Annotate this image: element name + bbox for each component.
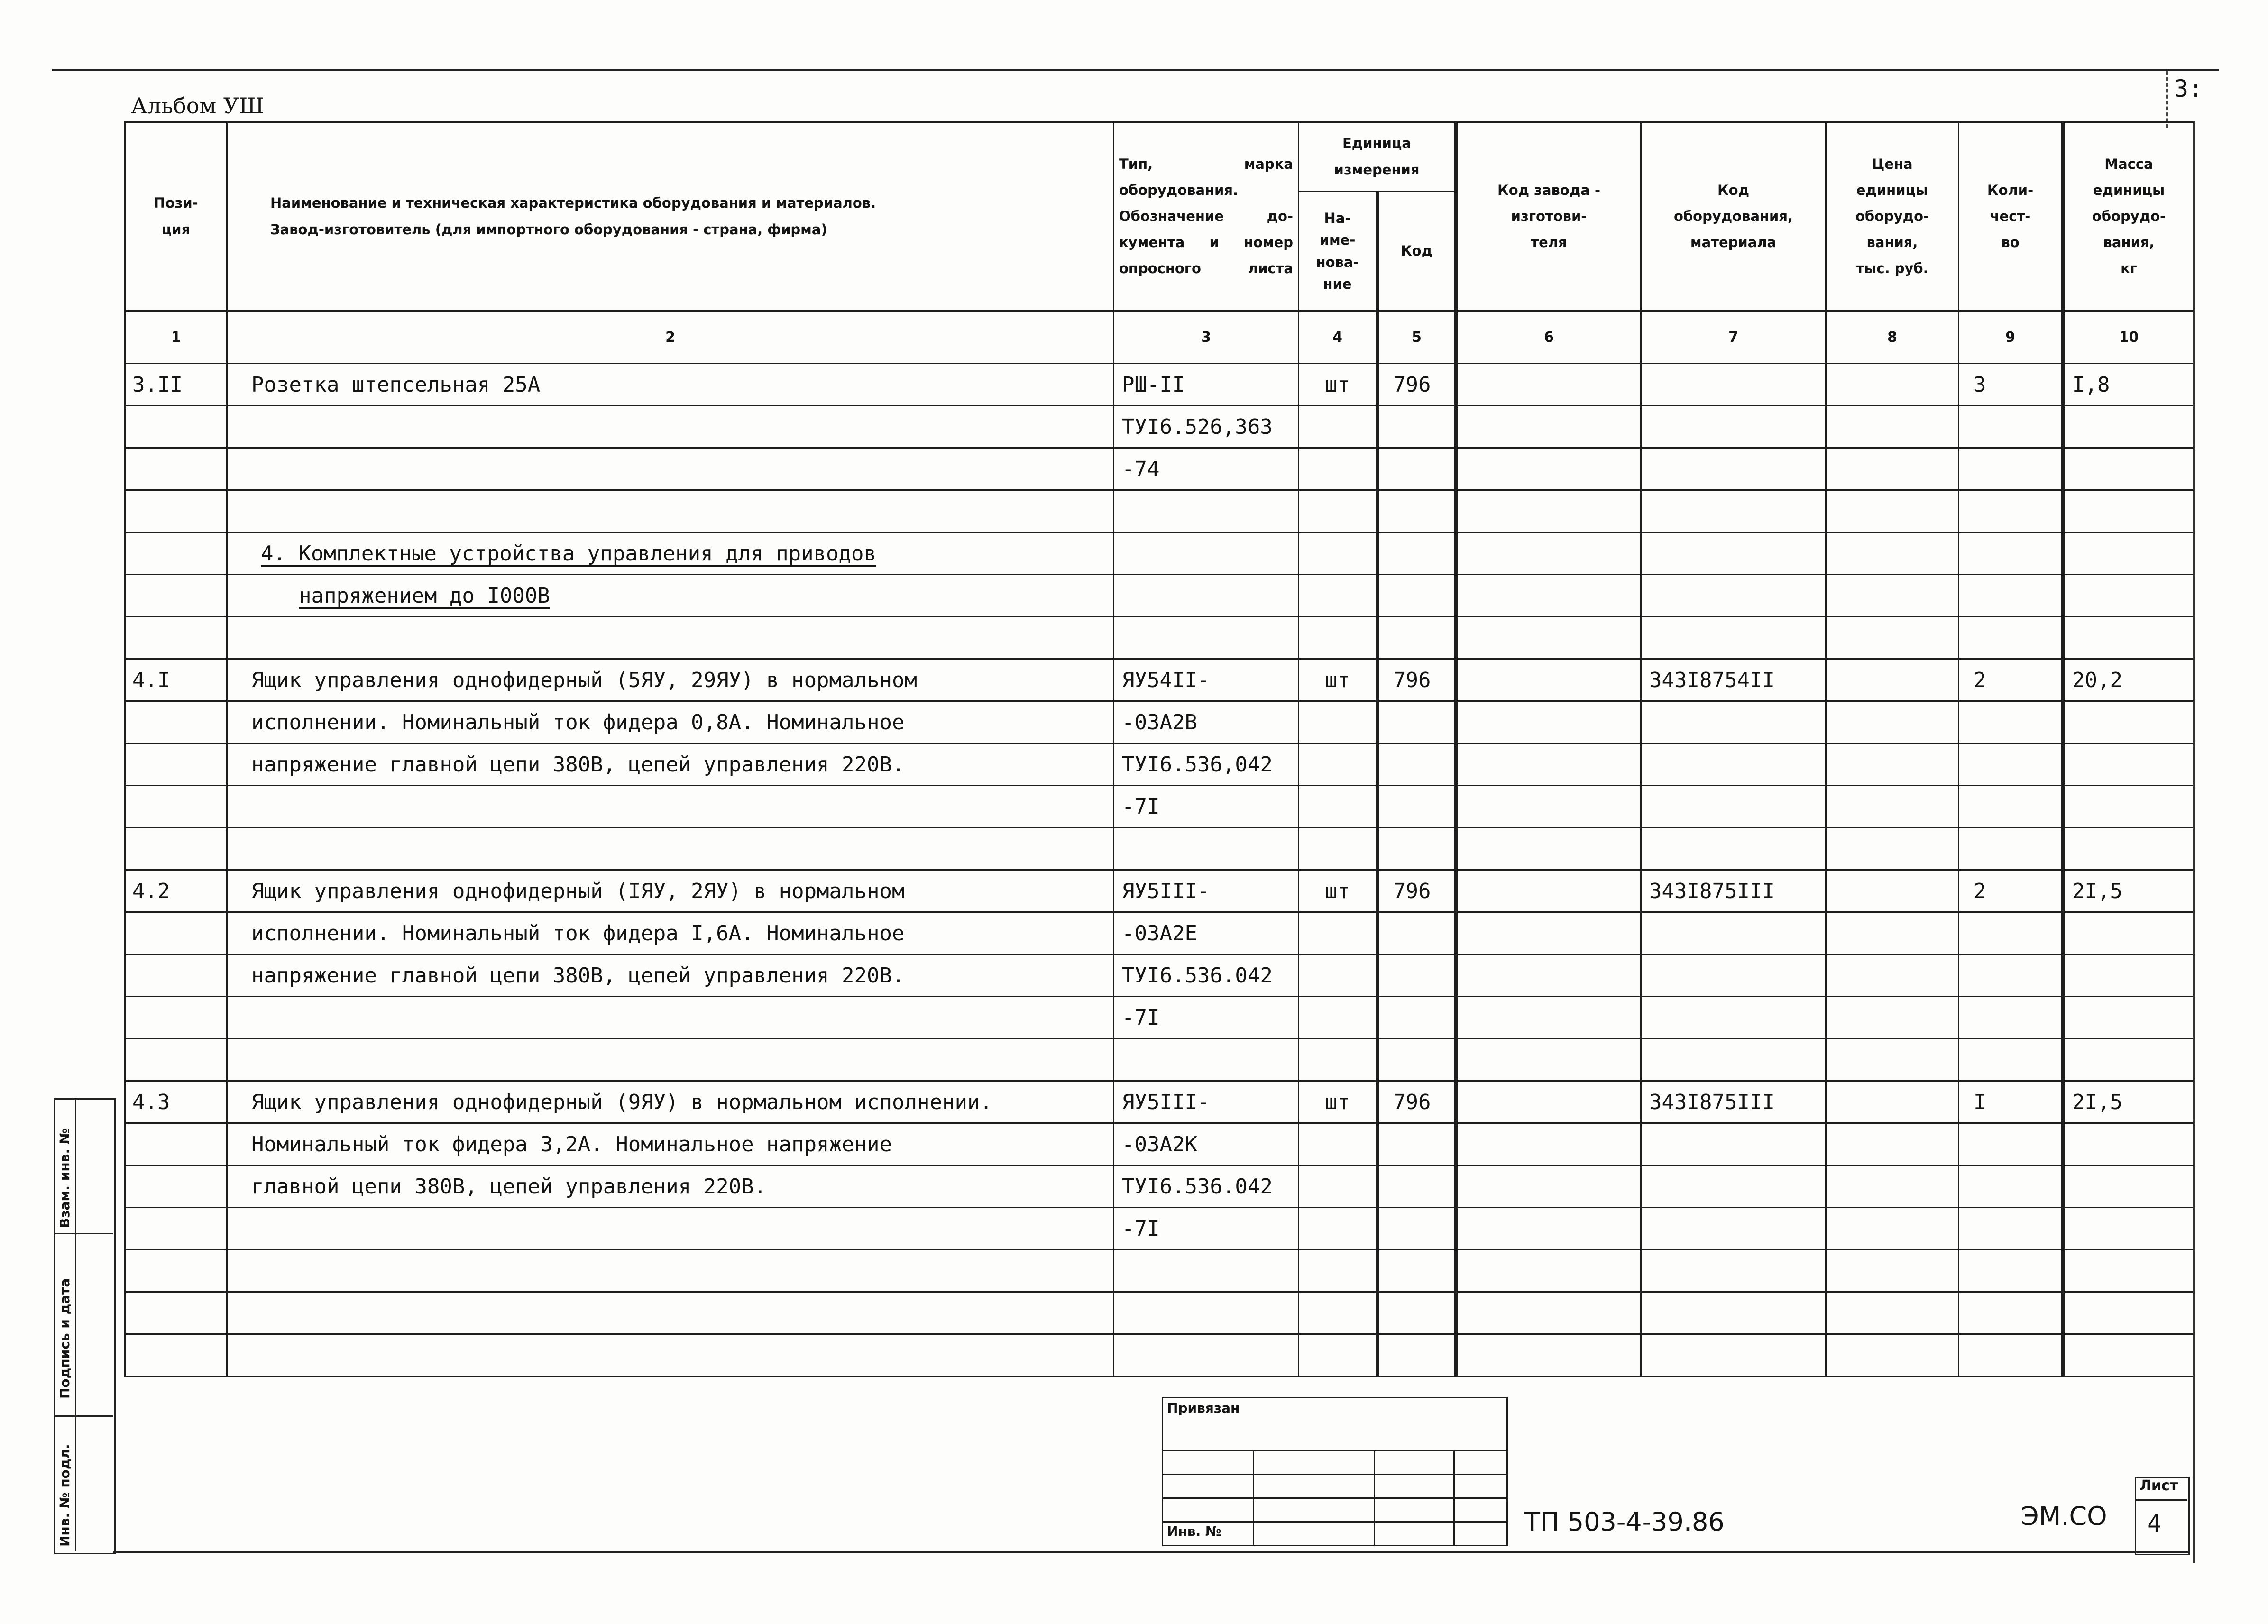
cell-quantity [1959,1123,2063,1165]
cell-price [1826,954,1959,997]
cell-name [227,1334,1114,1376]
cell-unit [1299,1292,1377,1334]
cell-mass: 20,2 [2063,659,2194,701]
cell-equipment-code [1641,828,1826,870]
cell-price [1826,828,1959,870]
cell-unit-code [1377,1208,1456,1250]
header-name: Наименование и техническая характеристика оборудования и материалов. Завод-изготовитель (для импортного оборудования - страна, фирма) [227,122,1114,311]
cell-unit [1299,912,1377,954]
cell-position [125,701,227,743]
cell-price [1826,870,1959,912]
cell-name [227,1208,1114,1250]
cell-unit [1299,448,1377,490]
stamp-inv-label: Инв. № подл. [57,1444,73,1547]
cell-position [125,828,227,870]
cell-mass [2063,1292,2194,1334]
table-row [125,1292,2194,1334]
cell-plant-code [1456,701,1641,743]
cell-position [125,406,227,448]
cell-position: 3.II [125,364,227,406]
cell-position [125,1250,227,1292]
cell-quantity [1959,1039,2063,1081]
cell-position: 4.2 [125,870,227,912]
cell-equipment-code [1641,617,1826,659]
cell-type: РШ-II [1114,364,1299,406]
cell-price [1826,743,1959,786]
cell-quantity [1959,912,2063,954]
cell-type [1114,1334,1299,1376]
cell-unit-code [1377,701,1456,743]
cell-position [125,1208,227,1250]
cell-unit: шт [1299,364,1377,406]
cell-price [1826,1292,1959,1334]
cell-equipment-code [1641,406,1826,448]
cell-equipment-code [1641,1334,1826,1376]
cell-plant-code [1456,1165,1641,1208]
cell-quantity [1959,786,2063,828]
cell-price [1826,532,1959,575]
header-plant-code: Код завода - изготови- теля [1456,122,1641,311]
table-row [125,743,2194,786]
cell-equipment-code [1641,701,1826,743]
cell-unit-code [1377,617,1456,659]
cell-quantity: I [1959,1081,2063,1123]
table-row [125,954,2194,997]
cell-unit [1299,828,1377,870]
cell-unit-code [1377,1334,1456,1376]
cell-unit [1299,1039,1377,1081]
cell-name: Ящик управления однофидерный (IЯУ, 2ЯУ) в нормальном [227,870,1114,912]
cell-mass [2063,1250,2194,1292]
cell-equipment-code [1641,364,1826,406]
header-quantity: Коли- чест- во [1959,122,2063,311]
cell-unit-code [1377,997,1456,1039]
cell-plant-code [1456,828,1641,870]
cell-equipment-code [1641,532,1826,575]
table-row [125,870,2194,912]
header-type: Тип, марка оборудования. Обозначение до- кумента и номер опросного листа [1114,122,1299,311]
table-row [125,1165,2194,1208]
cell-name: Розетка штепсельная 25А [227,364,1114,406]
cell-unit [1299,954,1377,997]
cell-mass [2063,954,2194,997]
cell-plant-code [1456,1250,1641,1292]
cell-unit [1299,1165,1377,1208]
cell-quantity [1959,1292,2063,1334]
cell-plant-code [1456,1039,1641,1081]
cell-unit-code [1377,448,1456,490]
cell-quantity [1959,1208,2063,1250]
cell-position [125,575,227,617]
cell-equipment-code [1641,912,1826,954]
cell-mass [2063,617,2194,659]
cell-unit [1299,997,1377,1039]
cell-type: -7I [1114,997,1299,1039]
header-unit-code: Код [1377,192,1456,311]
cell-mass [2063,997,2194,1039]
cell-equipment-code: 343I875III [1641,1081,1826,1123]
cell-position [125,743,227,786]
cell-unit-code [1377,828,1456,870]
cell-name: напряжение главной цепи 380В, цепей управления 220В. [227,743,1114,786]
sheet-label: Лист [2139,1477,2178,1494]
cell-unit [1299,406,1377,448]
cell-name: 4. Комплектные устройства управления для приводов [227,532,1114,575]
cell-position [125,617,227,659]
cell-plant-code [1456,997,1641,1039]
table-row [125,912,2194,954]
sheet-number: 4 [2147,1510,2162,1537]
sheet-box-divider [2135,1499,2187,1501]
cell-equipment-code: 343I875III [1641,870,1826,912]
cell-mass [2063,1208,2194,1250]
cell-position [125,1292,227,1334]
table-row [125,617,2194,659]
cell-quantity [1959,997,2063,1039]
cell-mass [2063,575,2194,617]
cell-type: -03А2К [1114,1123,1299,1165]
cell-mass [2063,786,2194,828]
cell-mass [2063,1039,2194,1081]
cell-quantity [1959,448,2063,490]
cell-quantity [1959,1165,2063,1208]
cell-type: ТУI6.536.042 [1114,1165,1299,1208]
table-row [125,701,2194,743]
table-row [125,1123,2194,1165]
binding-block [1162,1397,1508,1546]
cell-name [227,997,1114,1039]
cell-equipment-code [1641,448,1826,490]
cell-name [227,1039,1114,1081]
cell-plant-code [1456,406,1641,448]
cell-unit [1299,701,1377,743]
cell-type: -74 [1114,448,1299,490]
cell-unit-code: 796 [1377,364,1456,406]
cell-unit: шт [1299,659,1377,701]
cell-position [125,912,227,954]
cell-equipment-code [1641,1039,1826,1081]
table-row [125,364,2194,406]
cell-unit-code [1377,912,1456,954]
cell-plant-code [1456,532,1641,575]
cell-name: исполнении. Номинальный ток фидера 0,8А. Номинальное [227,701,1114,743]
cell-equipment-code [1641,1208,1826,1250]
cell-equipment-code [1641,490,1826,532]
cell-price [1826,997,1959,1039]
stamp-signature-label: Подпись и дата [57,1278,73,1399]
cell-price [1826,912,1959,954]
cell-unit [1299,1334,1377,1376]
cell-mass [2063,701,2194,743]
cell-price [1826,490,1959,532]
cell-type [1114,532,1299,575]
cell-quantity [1959,406,2063,448]
stamp-divider [54,1233,113,1234]
cell-unit [1299,1250,1377,1292]
cell-quantity [1959,575,2063,617]
cell-position [125,997,227,1039]
cell-equipment-code [1641,997,1826,1039]
cell-unit [1299,490,1377,532]
table-row [125,1081,2194,1123]
cell-mass: I,8 [2063,364,2194,406]
cell-quantity [1959,954,2063,997]
frame-right [2193,121,2195,1563]
cell-type [1114,1292,1299,1334]
stamp-divider [54,1415,113,1417]
cell-position [125,1039,227,1081]
cell-plant-code [1456,490,1641,532]
frame-bottom [113,1551,2190,1553]
cell-type: ЯУ5III- [1114,870,1299,912]
cell-unit-code [1377,1250,1456,1292]
corner-tick [2166,71,2168,128]
table-row [125,659,2194,701]
table-row [125,1039,2194,1081]
cell-unit [1299,575,1377,617]
corner-sheet-number: 3: [2174,75,2203,102]
cell-mass: 2I,5 [2063,1081,2194,1123]
cell-type: ЯУ54II- [1114,659,1299,701]
cell-equipment-code [1641,575,1826,617]
cell-unit-code: 796 [1377,659,1456,701]
table-row [125,490,2194,532]
cell-price [1826,1123,1959,1165]
cell-type [1114,617,1299,659]
cell-type [1114,1250,1299,1292]
cell-unit-code: 796 [1377,870,1456,912]
cell-quantity [1959,1334,2063,1376]
cell-unit [1299,786,1377,828]
cell-unit: шт [1299,1081,1377,1123]
cell-position [125,954,227,997]
cell-name [227,490,1114,532]
cell-name: Ящик управления однофидерный (9ЯУ) в нормальном исполнении. [227,1081,1114,1123]
cell-unit-code [1377,406,1456,448]
cell-position [125,490,227,532]
cell-plant-code [1456,448,1641,490]
cell-mass [2063,912,2194,954]
cell-price [1826,1039,1959,1081]
table-row [125,406,2194,448]
cell-quantity [1959,828,2063,870]
cell-type: -7I [1114,1208,1299,1250]
table-row [125,1250,2194,1292]
cell-quantity: 3 [1959,364,2063,406]
cell-price [1826,1334,1959,1376]
table-row [125,786,2194,828]
table-row [125,828,2194,870]
cell-equipment-code [1641,954,1826,997]
cell-equipment-code [1641,1250,1826,1292]
header-unit-name: На- име- нова- ние [1299,192,1377,311]
table-row [125,532,2194,575]
cell-price [1826,1081,1959,1123]
cell-plant-code [1456,870,1641,912]
cell-quantity [1959,1250,2063,1292]
cell-equipment-code [1641,1123,1826,1165]
cell-equipment-code [1641,786,1826,828]
cell-position: 4.3 [125,1081,227,1123]
cell-plant-code [1456,617,1641,659]
cell-name [227,448,1114,490]
cell-name: напряжением до I000В [227,575,1114,617]
cell-equipment-code [1641,743,1826,786]
column-number-row: 1 2 3 4 5 6 7 8 9 10 [125,311,2194,364]
cell-position: 4.I [125,659,227,701]
cell-unit [1299,1123,1377,1165]
cell-name: исполнении. Номинальный ток фидера I,6А. Номинальное [227,912,1114,954]
cell-unit-code [1377,575,1456,617]
cell-unit-code [1377,786,1456,828]
top-rule [52,69,2219,71]
cell-unit-code [1377,532,1456,575]
cell-unit: шт [1299,870,1377,912]
header-equipment-code: Код оборудования, материала [1641,122,1826,311]
cell-position [125,1165,227,1208]
cell-unit-code [1377,1039,1456,1081]
cell-type [1114,575,1299,617]
cell-quantity [1959,701,2063,743]
table-row [125,1208,2194,1250]
table-row [125,997,2194,1039]
cell-mass [2063,1334,2194,1376]
cell-plant-code [1456,912,1641,954]
table-row [125,1334,2194,1376]
cell-type: -7I [1114,786,1299,828]
cell-plant-code [1456,1292,1641,1334]
cell-unit-code [1377,1292,1456,1334]
cell-price [1826,659,1959,701]
cell-type: ТУI6.536.042 [1114,954,1299,997]
cell-type: -03А2В [1114,701,1299,743]
cell-type: ТУI6.536,042 [1114,743,1299,786]
cell-plant-code [1456,659,1641,701]
cell-position [125,786,227,828]
equipment-table [124,121,2195,1377]
cell-mass [2063,1165,2194,1208]
cell-type [1114,490,1299,532]
album-label: Альбом УШ [131,93,264,119]
cell-plant-code [1456,743,1641,786]
cell-name: напряжение главной цепи 380В, цепей управления 220В. [227,954,1114,997]
cell-price [1826,1250,1959,1292]
cell-unit [1299,617,1377,659]
cell-type [1114,828,1299,870]
table-row [125,575,2194,617]
cell-unit-code [1377,743,1456,786]
cell-position [125,1123,227,1165]
cell-unit [1299,1208,1377,1250]
cell-plant-code [1456,954,1641,997]
header-price: Цена единицы оборудо- вания, тыс. руб. [1826,122,1959,311]
cell-name [227,1292,1114,1334]
cell-name [227,406,1114,448]
cell-quantity [1959,743,2063,786]
cell-plant-code [1456,575,1641,617]
cell-price [1826,1208,1959,1250]
cell-mass [2063,490,2194,532]
cell-mass [2063,743,2194,786]
cell-price [1826,406,1959,448]
cell-mass [2063,532,2194,575]
cell-position [125,1334,227,1376]
cell-price [1826,1165,1959,1208]
cell-name [227,786,1114,828]
cell-name [227,828,1114,870]
cell-unit [1299,743,1377,786]
binding-label: Привязан [1163,1398,1507,1451]
cell-mass [2063,1123,2194,1165]
cell-price [1826,701,1959,743]
cell-plant-code [1456,364,1641,406]
table-row [125,448,2194,490]
cell-unit-code [1377,1123,1456,1165]
cell-type: -03А2Е [1114,912,1299,954]
cell-quantity [1959,490,2063,532]
cell-unit-code [1377,954,1456,997]
cell-name: главной цепи 380В, цепей управления 220В. [227,1165,1114,1208]
cell-price [1826,448,1959,490]
document-code: ТП 503-4-39.86 [1524,1507,1725,1537]
cell-mass: 2I,5 [2063,870,2194,912]
cell-type: ЯУ5III- [1114,1081,1299,1123]
header-unit-group: Единица измерения [1299,122,1456,192]
cell-name: Номинальный ток фидера 3,2А. Номинальное напряжение [227,1123,1114,1165]
cell-equipment-code [1641,1292,1826,1334]
cell-mass [2063,828,2194,870]
cell-plant-code [1456,1123,1641,1165]
cell-quantity [1959,617,2063,659]
cell-plant-code [1456,786,1641,828]
cell-mass [2063,406,2194,448]
cell-position [125,448,227,490]
cell-type: ТУI6.526,363 [1114,406,1299,448]
cell-equipment-code [1641,1165,1826,1208]
cell-quantity: 2 [1959,870,2063,912]
cell-name: Ящик управления однофидерный (5ЯУ, 29ЯУ) в нормальном [227,659,1114,701]
cell-unit-code [1377,490,1456,532]
header-mass: Масса единицы оборудо- вания, кг [2063,122,2194,311]
cell-price [1826,617,1959,659]
cell-unit-code: 796 [1377,1081,1456,1123]
cell-name [227,617,1114,659]
cell-quantity: 2 [1959,659,2063,701]
document-mark: ЭМ.СО [2021,1501,2107,1531]
cell-price [1826,575,1959,617]
inv-number-label: Инв. № [1163,1522,1254,1546]
cell-quantity [1959,532,2063,575]
cell-price [1826,364,1959,406]
cell-name [227,1250,1114,1292]
stamp-vzam-label: Взам. инв. № [57,1128,73,1228]
cell-plant-code [1456,1208,1641,1250]
cell-plant-code [1456,1081,1641,1123]
cell-unit-code [1377,1165,1456,1208]
cell-plant-code [1456,1334,1641,1376]
cell-equipment-code: 343I8754II [1641,659,1826,701]
header-position: Пози- ция [125,122,227,311]
cell-position [125,532,227,575]
cell-mass [2063,448,2194,490]
cell-type [1114,1039,1299,1081]
cell-unit [1299,532,1377,575]
cell-price [1826,786,1959,828]
